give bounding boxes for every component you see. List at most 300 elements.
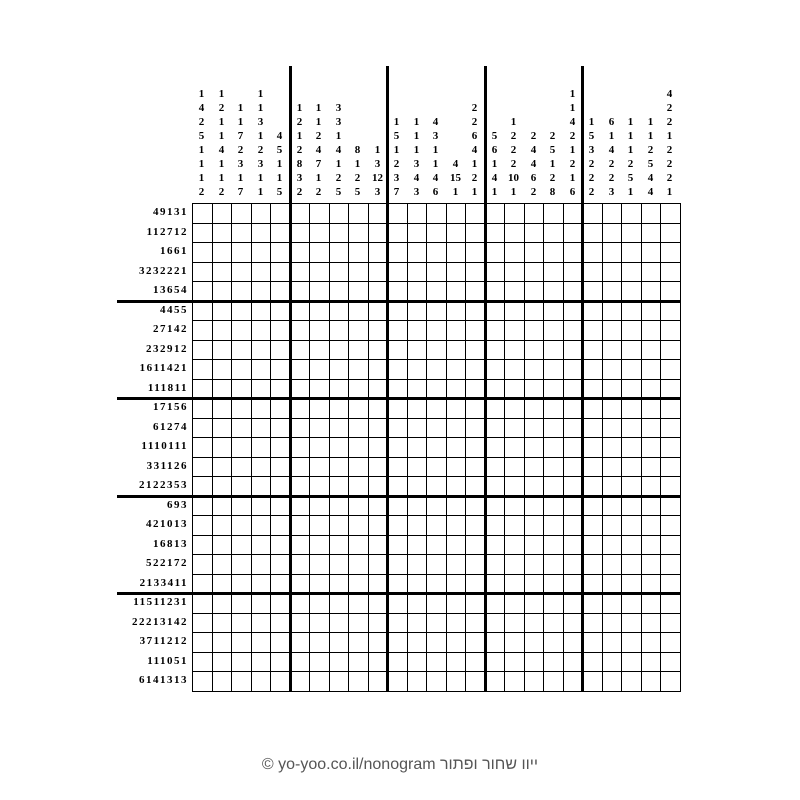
grid-cell[interactable] bbox=[329, 301, 348, 320]
grid-cell[interactable] bbox=[290, 262, 309, 281]
grid-cell[interactable] bbox=[582, 281, 601, 300]
grid-cell[interactable] bbox=[563, 515, 582, 534]
grid-cell[interactable] bbox=[329, 457, 348, 476]
grid-cell[interactable] bbox=[524, 281, 543, 300]
grid-cell[interactable] bbox=[212, 379, 231, 398]
grid-cell[interactable] bbox=[426, 515, 445, 534]
grid-cell[interactable] bbox=[504, 418, 523, 437]
grid-cell[interactable] bbox=[465, 418, 484, 437]
grid-cell[interactable] bbox=[485, 262, 504, 281]
grid-cell[interactable] bbox=[465, 515, 484, 534]
grid-cell[interactable] bbox=[524, 574, 543, 593]
grid-cell[interactable] bbox=[407, 242, 426, 261]
grid-cell[interactable] bbox=[309, 242, 328, 261]
grid-cell[interactable] bbox=[231, 418, 250, 437]
grid-cell[interactable] bbox=[212, 613, 231, 632]
grid-cell[interactable] bbox=[407, 613, 426, 632]
grid-cell[interactable] bbox=[290, 671, 309, 690]
grid-cell[interactable] bbox=[446, 340, 465, 359]
grid-cell[interactable] bbox=[485, 593, 504, 612]
grid-cell[interactable] bbox=[309, 515, 328, 534]
grid-cell[interactable] bbox=[309, 320, 328, 339]
grid-cell[interactable] bbox=[504, 203, 523, 222]
grid-cell[interactable] bbox=[621, 496, 640, 515]
grid-cell[interactable] bbox=[329, 652, 348, 671]
grid-cell[interactable] bbox=[641, 301, 660, 320]
grid-cell[interactable] bbox=[660, 340, 679, 359]
grid-cell[interactable] bbox=[446, 535, 465, 554]
grid-cell[interactable] bbox=[465, 574, 484, 593]
grid-cell[interactable] bbox=[602, 398, 621, 417]
grid-cell[interactable] bbox=[348, 515, 367, 534]
grid-cell[interactable] bbox=[602, 613, 621, 632]
grid-cell[interactable] bbox=[368, 223, 387, 242]
grid-cell[interactable] bbox=[426, 476, 445, 495]
grid-cell[interactable] bbox=[192, 379, 211, 398]
grid-cell[interactable] bbox=[348, 242, 367, 261]
grid-cell[interactable] bbox=[270, 593, 289, 612]
grid-cell[interactable] bbox=[582, 398, 601, 417]
grid-cell[interactable] bbox=[563, 262, 582, 281]
grid-cell[interactable] bbox=[192, 398, 211, 417]
grid-cell[interactable] bbox=[641, 340, 660, 359]
grid-cell[interactable] bbox=[543, 632, 562, 651]
grid-cell[interactable] bbox=[192, 262, 211, 281]
grid-cell[interactable] bbox=[192, 340, 211, 359]
grid-cell[interactable] bbox=[524, 242, 543, 261]
grid-cell[interactable] bbox=[348, 437, 367, 456]
grid-cell[interactable] bbox=[329, 398, 348, 417]
grid-cell[interactable] bbox=[485, 203, 504, 222]
grid-cell[interactable] bbox=[368, 515, 387, 534]
grid-cell[interactable] bbox=[641, 359, 660, 378]
grid-cell[interactable] bbox=[212, 515, 231, 534]
grid-cell[interactable] bbox=[602, 515, 621, 534]
grid-cell[interactable] bbox=[524, 301, 543, 320]
grid-cell[interactable] bbox=[446, 593, 465, 612]
grid-cell[interactable] bbox=[387, 515, 406, 534]
grid-cell[interactable] bbox=[446, 359, 465, 378]
grid-cell[interactable] bbox=[212, 437, 231, 456]
grid-cell[interactable] bbox=[426, 574, 445, 593]
grid-cell[interactable] bbox=[485, 613, 504, 632]
grid-cell[interactable] bbox=[212, 320, 231, 339]
grid-cell[interactable] bbox=[504, 496, 523, 515]
grid-cell[interactable] bbox=[504, 301, 523, 320]
grid-cell[interactable] bbox=[641, 379, 660, 398]
grid-cell[interactable] bbox=[582, 613, 601, 632]
grid-cell[interactable] bbox=[407, 457, 426, 476]
grid-cell[interactable] bbox=[387, 535, 406, 554]
grid-cell[interactable] bbox=[290, 301, 309, 320]
grid-cell[interactable] bbox=[192, 242, 211, 261]
grid-cell[interactable] bbox=[329, 437, 348, 456]
grid-cell[interactable] bbox=[368, 554, 387, 573]
grid-cell[interactable] bbox=[621, 515, 640, 534]
grid-cell[interactable] bbox=[465, 496, 484, 515]
grid-cell[interactable] bbox=[524, 632, 543, 651]
grid-cell[interactable] bbox=[387, 574, 406, 593]
grid-cell[interactable] bbox=[329, 515, 348, 534]
grid-cell[interactable] bbox=[348, 379, 367, 398]
grid-cell[interactable] bbox=[212, 496, 231, 515]
grid-cell[interactable] bbox=[446, 671, 465, 690]
grid-cell[interactable] bbox=[387, 457, 406, 476]
grid-cell[interactable] bbox=[387, 262, 406, 281]
grid-cell[interactable] bbox=[251, 613, 270, 632]
grid-cell[interactable] bbox=[231, 632, 250, 651]
grid-cell[interactable] bbox=[660, 574, 679, 593]
grid-cell[interactable] bbox=[348, 593, 367, 612]
grid-cell[interactable] bbox=[660, 476, 679, 495]
grid-cell[interactable] bbox=[446, 632, 465, 651]
grid-cell[interactable] bbox=[543, 242, 562, 261]
grid-cell[interactable] bbox=[309, 203, 328, 222]
grid-cell[interactable] bbox=[582, 632, 601, 651]
grid-cell[interactable] bbox=[212, 359, 231, 378]
grid-cell[interactable] bbox=[485, 632, 504, 651]
grid-cell[interactable] bbox=[231, 340, 250, 359]
grid-cell[interactable] bbox=[212, 398, 231, 417]
grid-cell[interactable] bbox=[485, 437, 504, 456]
grid-cell[interactable] bbox=[504, 320, 523, 339]
grid-cell[interactable] bbox=[641, 281, 660, 300]
grid-cell[interactable] bbox=[407, 574, 426, 593]
grid-cell[interactable] bbox=[641, 632, 660, 651]
grid-cell[interactable] bbox=[329, 476, 348, 495]
grid-cell[interactable] bbox=[602, 535, 621, 554]
grid-cell[interactable] bbox=[270, 359, 289, 378]
grid-cell[interactable] bbox=[543, 613, 562, 632]
grid-cell[interactable] bbox=[465, 242, 484, 261]
grid-cell[interactable] bbox=[348, 496, 367, 515]
grid-cell[interactable] bbox=[251, 593, 270, 612]
grid-cell[interactable] bbox=[582, 671, 601, 690]
grid-cell[interactable] bbox=[270, 301, 289, 320]
grid-cell[interactable] bbox=[621, 301, 640, 320]
grid-cell[interactable] bbox=[426, 554, 445, 573]
grid-cell[interactable] bbox=[368, 320, 387, 339]
grid-cell[interactable] bbox=[192, 515, 211, 534]
grid-cell[interactable] bbox=[485, 320, 504, 339]
grid-cell[interactable] bbox=[270, 652, 289, 671]
grid-cell[interactable] bbox=[660, 359, 679, 378]
grid-cell[interactable] bbox=[563, 281, 582, 300]
grid-cell[interactable] bbox=[641, 593, 660, 612]
grid-cell[interactable] bbox=[660, 223, 679, 242]
grid-cell[interactable] bbox=[504, 535, 523, 554]
grid-cell[interactable] bbox=[543, 652, 562, 671]
grid-cell[interactable] bbox=[446, 242, 465, 261]
grid-cell[interactable] bbox=[465, 281, 484, 300]
grid-cell[interactable] bbox=[563, 320, 582, 339]
grid-cell[interactable] bbox=[212, 340, 231, 359]
grid-cell[interactable] bbox=[621, 418, 640, 437]
grid-cell[interactable] bbox=[621, 632, 640, 651]
grid-cell[interactable] bbox=[465, 554, 484, 573]
grid-cell[interactable] bbox=[212, 242, 231, 261]
grid-cell[interactable] bbox=[446, 437, 465, 456]
grid-cell[interactable] bbox=[290, 535, 309, 554]
grid-cell[interactable] bbox=[465, 262, 484, 281]
grid-cell[interactable] bbox=[231, 242, 250, 261]
grid-cell[interactable] bbox=[641, 476, 660, 495]
grid-cell[interactable] bbox=[582, 574, 601, 593]
grid-cell[interactable] bbox=[485, 301, 504, 320]
grid-cell[interactable] bbox=[543, 593, 562, 612]
grid-cell[interactable] bbox=[290, 574, 309, 593]
grid-cell[interactable] bbox=[270, 554, 289, 573]
grid-cell[interactable] bbox=[563, 554, 582, 573]
grid-cell[interactable] bbox=[387, 398, 406, 417]
grid-cell[interactable] bbox=[660, 262, 679, 281]
grid-cell[interactable] bbox=[368, 652, 387, 671]
grid-cell[interactable] bbox=[543, 515, 562, 534]
grid-cell[interactable] bbox=[251, 359, 270, 378]
grid-cell[interactable] bbox=[543, 203, 562, 222]
grid-cell[interactable] bbox=[543, 554, 562, 573]
grid-cell[interactable] bbox=[524, 379, 543, 398]
grid-cell[interactable] bbox=[290, 379, 309, 398]
grid-cell[interactable] bbox=[660, 301, 679, 320]
grid-cell[interactable] bbox=[329, 554, 348, 573]
grid-cell[interactable] bbox=[368, 379, 387, 398]
grid-cell[interactable] bbox=[602, 457, 621, 476]
grid-cell[interactable] bbox=[270, 535, 289, 554]
grid-cell[interactable] bbox=[426, 262, 445, 281]
grid-cell[interactable] bbox=[602, 574, 621, 593]
grid-cell[interactable] bbox=[602, 671, 621, 690]
grid-cell[interactable] bbox=[446, 515, 465, 534]
grid-cell[interactable] bbox=[212, 301, 231, 320]
grid-cell[interactable] bbox=[602, 437, 621, 456]
grid-cell[interactable] bbox=[348, 281, 367, 300]
grid-cell[interactable] bbox=[231, 554, 250, 573]
grid-cell[interactable] bbox=[407, 398, 426, 417]
grid-cell[interactable] bbox=[660, 320, 679, 339]
grid-cell[interactable] bbox=[524, 476, 543, 495]
grid-cell[interactable] bbox=[387, 359, 406, 378]
grid-cell[interactable] bbox=[387, 593, 406, 612]
grid-cell[interactable] bbox=[290, 203, 309, 222]
grid-cell[interactable] bbox=[407, 223, 426, 242]
grid-cell[interactable] bbox=[524, 613, 543, 632]
grid-cell[interactable] bbox=[368, 476, 387, 495]
grid-cell[interactable] bbox=[251, 418, 270, 437]
grid-cell[interactable] bbox=[543, 359, 562, 378]
grid-cell[interactable] bbox=[387, 652, 406, 671]
grid-cell[interactable] bbox=[524, 398, 543, 417]
grid-cell[interactable] bbox=[582, 379, 601, 398]
grid-cell[interactable] bbox=[465, 437, 484, 456]
grid-cell[interactable] bbox=[543, 340, 562, 359]
grid-cell[interactable] bbox=[563, 457, 582, 476]
grid-cell[interactable] bbox=[231, 437, 250, 456]
grid-cell[interactable] bbox=[290, 476, 309, 495]
grid-cell[interactable] bbox=[251, 398, 270, 417]
grid-cell[interactable] bbox=[387, 554, 406, 573]
grid-cell[interactable] bbox=[504, 632, 523, 651]
grid-cell[interactable] bbox=[270, 340, 289, 359]
grid-cell[interactable] bbox=[465, 340, 484, 359]
grid-cell[interactable] bbox=[563, 359, 582, 378]
grid-cell[interactable] bbox=[387, 613, 406, 632]
grid-cell[interactable] bbox=[309, 652, 328, 671]
grid-cell[interactable] bbox=[582, 496, 601, 515]
grid-cell[interactable] bbox=[660, 496, 679, 515]
grid-cell[interactable] bbox=[368, 457, 387, 476]
grid-cell[interactable] bbox=[563, 496, 582, 515]
grid-cell[interactable] bbox=[621, 203, 640, 222]
grid-cell[interactable] bbox=[641, 262, 660, 281]
grid-cell[interactable] bbox=[563, 203, 582, 222]
grid-cell[interactable] bbox=[329, 242, 348, 261]
grid-cell[interactable] bbox=[446, 457, 465, 476]
grid-cell[interactable] bbox=[348, 340, 367, 359]
grid-cell[interactable] bbox=[368, 632, 387, 651]
grid-cell[interactable] bbox=[348, 223, 367, 242]
grid-cell[interactable] bbox=[231, 281, 250, 300]
grid-cell[interactable] bbox=[251, 203, 270, 222]
grid-cell[interactable] bbox=[602, 496, 621, 515]
grid-cell[interactable] bbox=[309, 593, 328, 612]
grid-cell[interactable] bbox=[368, 574, 387, 593]
grid-cell[interactable] bbox=[465, 652, 484, 671]
grid-cell[interactable] bbox=[387, 242, 406, 261]
grid-cell[interactable] bbox=[407, 593, 426, 612]
grid-cell[interactable] bbox=[368, 418, 387, 437]
grid-cell[interactable] bbox=[192, 203, 211, 222]
grid-cell[interactable] bbox=[251, 281, 270, 300]
grid-cell[interactable] bbox=[231, 515, 250, 534]
grid-cell[interactable] bbox=[387, 671, 406, 690]
grid-cell[interactable] bbox=[407, 476, 426, 495]
grid-cell[interactable] bbox=[485, 671, 504, 690]
grid-cell[interactable] bbox=[465, 613, 484, 632]
grid-cell[interactable] bbox=[504, 398, 523, 417]
grid-cell[interactable] bbox=[251, 340, 270, 359]
grid-cell[interactable] bbox=[329, 496, 348, 515]
grid-cell[interactable] bbox=[309, 223, 328, 242]
grid-cell[interactable] bbox=[368, 301, 387, 320]
grid-cell[interactable] bbox=[212, 418, 231, 437]
grid-cell[interactable] bbox=[602, 340, 621, 359]
grid-cell[interactable] bbox=[251, 320, 270, 339]
grid-cell[interactable] bbox=[485, 457, 504, 476]
grid-cell[interactable] bbox=[192, 457, 211, 476]
grid-cell[interactable] bbox=[407, 632, 426, 651]
grid-cell[interactable] bbox=[251, 437, 270, 456]
grid-cell[interactable] bbox=[446, 203, 465, 222]
grid-cell[interactable] bbox=[426, 632, 445, 651]
grid-cell[interactable] bbox=[602, 359, 621, 378]
grid-cell[interactable] bbox=[251, 652, 270, 671]
grid-cell[interactable] bbox=[582, 515, 601, 534]
grid-cell[interactable] bbox=[368, 262, 387, 281]
grid-cell[interactable] bbox=[329, 535, 348, 554]
grid-cell[interactable] bbox=[465, 593, 484, 612]
grid-cell[interactable] bbox=[543, 320, 562, 339]
grid-cell[interactable] bbox=[563, 242, 582, 261]
grid-cell[interactable] bbox=[504, 652, 523, 671]
grid-cell[interactable] bbox=[660, 535, 679, 554]
grid-cell[interactable] bbox=[329, 320, 348, 339]
grid-cell[interactable] bbox=[290, 418, 309, 437]
grid-cell[interactable] bbox=[524, 535, 543, 554]
grid-cell[interactable] bbox=[524, 671, 543, 690]
grid-cell[interactable] bbox=[270, 398, 289, 417]
grid-cell[interactable] bbox=[465, 476, 484, 495]
grid-cell[interactable] bbox=[212, 535, 231, 554]
grid-cell[interactable] bbox=[641, 223, 660, 242]
grid-cell[interactable] bbox=[660, 281, 679, 300]
grid-cell[interactable] bbox=[231, 671, 250, 690]
grid-cell[interactable] bbox=[602, 301, 621, 320]
grid-cell[interactable] bbox=[524, 593, 543, 612]
grid-cell[interactable] bbox=[290, 515, 309, 534]
grid-cell[interactable] bbox=[504, 515, 523, 534]
grid-cell[interactable] bbox=[290, 593, 309, 612]
grid-cell[interactable] bbox=[524, 418, 543, 437]
grid-cell[interactable] bbox=[270, 476, 289, 495]
grid-cell[interactable] bbox=[446, 496, 465, 515]
grid-cell[interactable] bbox=[602, 379, 621, 398]
grid-cell[interactable] bbox=[309, 457, 328, 476]
grid-cell[interactable] bbox=[641, 398, 660, 417]
grid-cell[interactable] bbox=[563, 398, 582, 417]
grid-cell[interactable] bbox=[309, 574, 328, 593]
grid-cell[interactable] bbox=[407, 671, 426, 690]
grid-cell[interactable] bbox=[465, 398, 484, 417]
grid-cell[interactable] bbox=[426, 340, 445, 359]
grid-cell[interactable] bbox=[192, 223, 211, 242]
grid-cell[interactable] bbox=[426, 398, 445, 417]
grid-cell[interactable] bbox=[426, 613, 445, 632]
grid-cell[interactable] bbox=[290, 320, 309, 339]
grid-cell[interactable] bbox=[563, 476, 582, 495]
grid-cell[interactable] bbox=[602, 203, 621, 222]
grid-cell[interactable] bbox=[407, 652, 426, 671]
grid-cell[interactable] bbox=[426, 203, 445, 222]
grid-cell[interactable] bbox=[231, 262, 250, 281]
grid-cell[interactable] bbox=[621, 320, 640, 339]
grid-cell[interactable] bbox=[485, 535, 504, 554]
grid-cell[interactable] bbox=[309, 535, 328, 554]
grid-cell[interactable] bbox=[368, 437, 387, 456]
grid-cell[interactable] bbox=[290, 398, 309, 417]
grid-cell[interactable] bbox=[348, 418, 367, 437]
grid-cell[interactable] bbox=[368, 359, 387, 378]
grid-cell[interactable] bbox=[660, 437, 679, 456]
grid-cell[interactable] bbox=[543, 379, 562, 398]
grid-cell[interactable] bbox=[251, 476, 270, 495]
grid-cell[interactable] bbox=[582, 223, 601, 242]
grid-cell[interactable] bbox=[660, 593, 679, 612]
grid-cell[interactable] bbox=[251, 242, 270, 261]
grid-cell[interactable] bbox=[465, 457, 484, 476]
grid-cell[interactable] bbox=[582, 340, 601, 359]
grid-cell[interactable] bbox=[641, 515, 660, 534]
grid-cell[interactable] bbox=[602, 262, 621, 281]
grid-cell[interactable] bbox=[212, 262, 231, 281]
grid-cell[interactable] bbox=[368, 242, 387, 261]
grid-cell[interactable] bbox=[407, 379, 426, 398]
grid-cell[interactable] bbox=[290, 281, 309, 300]
grid-cell[interactable] bbox=[426, 437, 445, 456]
grid-cell[interactable] bbox=[270, 457, 289, 476]
grid-cell[interactable] bbox=[387, 632, 406, 651]
grid-cell[interactable] bbox=[309, 398, 328, 417]
